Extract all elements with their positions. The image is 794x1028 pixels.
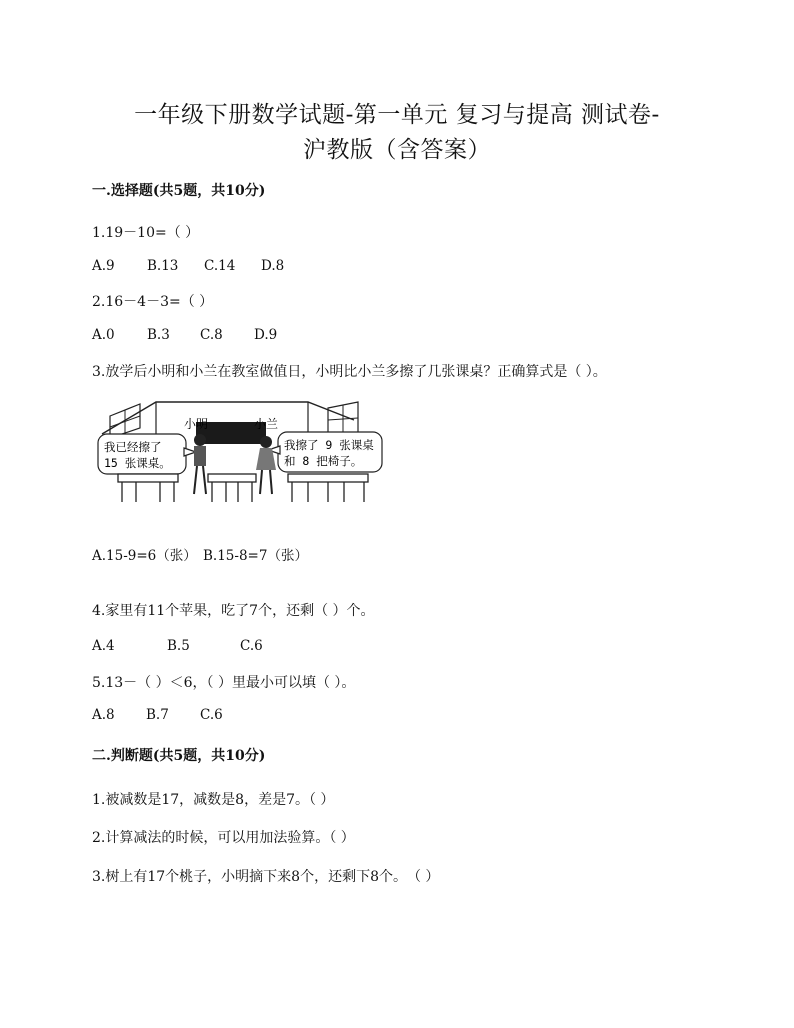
s1-q2-text: 2.16－4－3=（ ）: [92, 294, 214, 310]
s1-q3-option-a: A.15-9=6（张）: [92, 548, 197, 564]
s1-q5-option-b: B.7: [146, 707, 169, 723]
s1-q4-option-b: B.5: [167, 638, 190, 654]
s1-q3-option-b: B.15-8=7（张）: [203, 548, 308, 564]
s1-q3-text: 3.放学后小明和小兰在教室做值日，小明比小兰多擦了几张课桌？正确算式是（ ）。: [92, 364, 607, 380]
name-label-xiaoming: 小明: [184, 417, 209, 431]
s1-q5-option-a: A.8: [92, 707, 115, 723]
s1-q2-option-c: C.8: [200, 327, 223, 343]
s1-q2-option-b: B.3: [147, 327, 170, 343]
s2-q3-text: 3.树上有17个桃子，小明摘下来8个，还剩下8个。 （ ）: [92, 869, 440, 885]
s1-q2-option-a: A.0: [92, 327, 115, 343]
bubble-right-line1: 我擦了 9 张课桌: [284, 438, 374, 452]
section2-heading: 二.判断题(共5题，共10分): [92, 748, 266, 764]
s1-q4-option-c: C.6: [240, 638, 263, 654]
section1-heading: 一.选择题(共5题，共10分): [92, 183, 266, 199]
classroom-desks: [118, 474, 368, 502]
child-xiaoming: [194, 434, 206, 494]
s2-q2-text: 2.计算减法的时候，可以用加法验算。（ ）: [92, 830, 355, 846]
bubble-left-line1: 我已经擦了: [104, 440, 162, 454]
name-label-xiaolan: 小兰: [254, 417, 279, 431]
s1-q1-option-c: C.14: [204, 258, 236, 274]
classroom-illustration: [96, 398, 388, 508]
s1-q5-options: [92, 707, 223, 723]
page-title-line2: 沪教版（含答案）: [303, 137, 491, 163]
s1-q1-option-a: A.9: [92, 258, 115, 274]
s1-q3-options: [92, 544, 308, 564]
page-title-line1: 一年级下册数学试题-第一单元 复习与提高 测试卷-: [134, 102, 660, 128]
bubble-right-line2: 和 8 把椅子。: [284, 454, 363, 468]
s1-q4-text: 4.家里有11个苹果，吃了7个，还剩（ ）个。: [92, 603, 375, 619]
s1-q1-text: 1.19－10=（ ）: [92, 225, 200, 241]
bubble-left-line2: 15 张课桌。: [104, 456, 171, 470]
s1-q5-text: 5.13－（ ）＜6，（ ）里最小可以填（ ）。: [92, 675, 356, 691]
s2-q1-text: 1.被减数是17，减数是8，差是7。（ ）: [92, 792, 335, 808]
s1-q4-option-a: A.4: [92, 638, 115, 654]
s1-q2-options: [92, 327, 277, 343]
child-xiaolan: [256, 436, 276, 494]
s1-q5-option-c: C.6: [200, 707, 223, 723]
s1-q1-options: [92, 258, 284, 274]
s1-q4-options: [92, 638, 263, 654]
s1-q2-option-d: D.9: [254, 327, 278, 343]
s1-q1-option-d: D.8: [261, 258, 285, 274]
s1-q1-option-b: B.13: [147, 258, 179, 274]
